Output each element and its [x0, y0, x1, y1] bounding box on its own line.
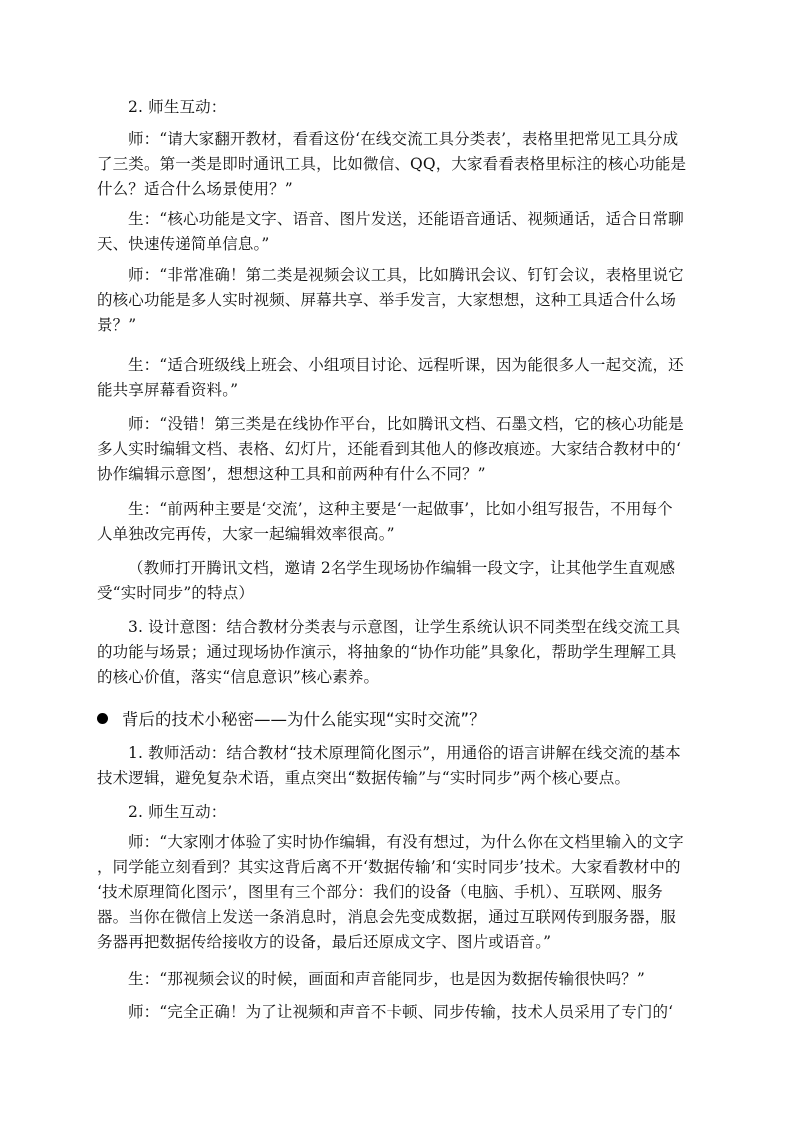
section-heading [97, 707, 717, 733]
text-line: 1. 教师活动：结合教材“技术原理简化图示”，用通俗的语言讲解在线交流的基本 [128, 744, 681, 762]
text-line: 能共享屏幕看资料。” [97, 381, 239, 399]
text-line: 2. 师生互动： [128, 803, 227, 821]
text-line: 生：“那视频会议的时候，画面和声音能同步，也是因为数据传输很快吗？” [128, 970, 645, 988]
text-line: 器。当你在微信上发送一条消息时，消息会先变成数据，通过互联网传到服务器，服 [97, 908, 677, 926]
paragraph [97, 615, 701, 690]
text-line: 师：“请大家翻开教材，看看这份‘在线交流工具分类表’，表格里把常见工具分成 [128, 130, 679, 148]
text-line: 技术逻辑，避免复杂术语，重点突出“数据传输”与“实时同步”两个核心要点。 [97, 769, 631, 787]
paragraph [97, 800, 701, 825]
paragraph [97, 263, 701, 338]
text-line: 了三类。第一类是即时通讯工具，比如微信、QQ，大家看看表格里标注的核心功能是 [97, 155, 687, 173]
text-line: 2. 师生互动： [128, 98, 227, 116]
paragraph [97, 830, 701, 955]
text-line: 协作编辑示意图’，想想这种工具和前两种有什么不同？” [97, 465, 486, 483]
text-line: 师：“完全正确！为了让视频和声音不卡顿、同步传输，技术人员采用了专门的‘ [128, 1003, 674, 1021]
text-line: 什么？适合什么场景使用？” [97, 180, 293, 198]
paragraph [97, 127, 701, 202]
text-line: 的功能与场景；通过现场协作演示，将抽象的“协作功能”具象化，帮助学生理解工具 [97, 643, 677, 661]
bullet-icon [97, 713, 108, 724]
text-line: 受“实时同步”的特点） [97, 584, 254, 602]
text-line: 人单独改完再传，大家一起编辑效率很高。” [97, 525, 395, 543]
text-line: 天、快速传递简单信息。” [97, 235, 270, 253]
paragraph [97, 497, 701, 547]
text-line: 师：“没错！第三类是在线协作平台，比如腾讯文档、石墨文档，它的核心功能是 [128, 415, 684, 433]
text-line: 的核心价值，落实“信息意识”核心素养。 [97, 668, 380, 686]
paragraph [97, 412, 701, 487]
text-line: 师：“非常准确！第二类是视频会议工具，比如腾讯会议、钉钉会议，表格里说它 [128, 266, 684, 284]
paragraph [97, 353, 701, 403]
paragraph [97, 207, 701, 257]
text-line: 生：“前两种主要是‘交流’，这种主要是‘一起做事’，比如小组写报告，不用每个 [128, 500, 673, 518]
paragraph [97, 1000, 701, 1025]
text-line: ，同学能立刻看到？其实这背后离不开‘数据传输’和‘实时同步’技术。大家看教材中的 [97, 858, 681, 876]
text-line: 3. 设计意图：结合教材分类表与示意图，让学生系统认识不同类型在线交流工具 [128, 618, 681, 636]
text-line: 务器再把数据传给接收方的设备，最后还原成文字、图片或语音。” [97, 933, 552, 951]
heading-text: 背后的技术小秘密——为什么能实现“实时交流”？ [122, 710, 486, 729]
paragraph [97, 95, 701, 120]
paragraph [97, 556, 701, 606]
text-line: 多人实时编辑文档、表格、幻灯片，还能看到其他人的修改痕迹。大家结合教材中的‘ [97, 440, 682, 458]
text-line: 的核心功能是多人实时视频、屏幕共享、举手发言，大家想想，这种工具适合什么场 [97, 291, 677, 309]
text-line: ‘技术原理简化图示’，图里有三个部分：我们的设备（电脑、手机）、互联网、服务 [97, 883, 663, 901]
paragraph [97, 741, 701, 791]
text-line: 师：“大家刚才体验了实时协作编辑，有没有想过，为什么你在文档里输入的文字 [128, 833, 684, 851]
text-line: （教师打开腾讯文档，邀请 2名学生现场协作编辑一段文字，让其他学生直观感 [128, 559, 676, 577]
text-line: 景？” [97, 316, 137, 334]
text-line: 生：“核心功能是文字、语音、图片发送，还能语音通话、视频通话，适合日常聊 [128, 210, 684, 228]
text-line: 生：“适合班级线上班会、小组项目讨论、远程听课，因为能很多人一起交流，还 [128, 356, 684, 374]
paragraph [97, 967, 701, 992]
